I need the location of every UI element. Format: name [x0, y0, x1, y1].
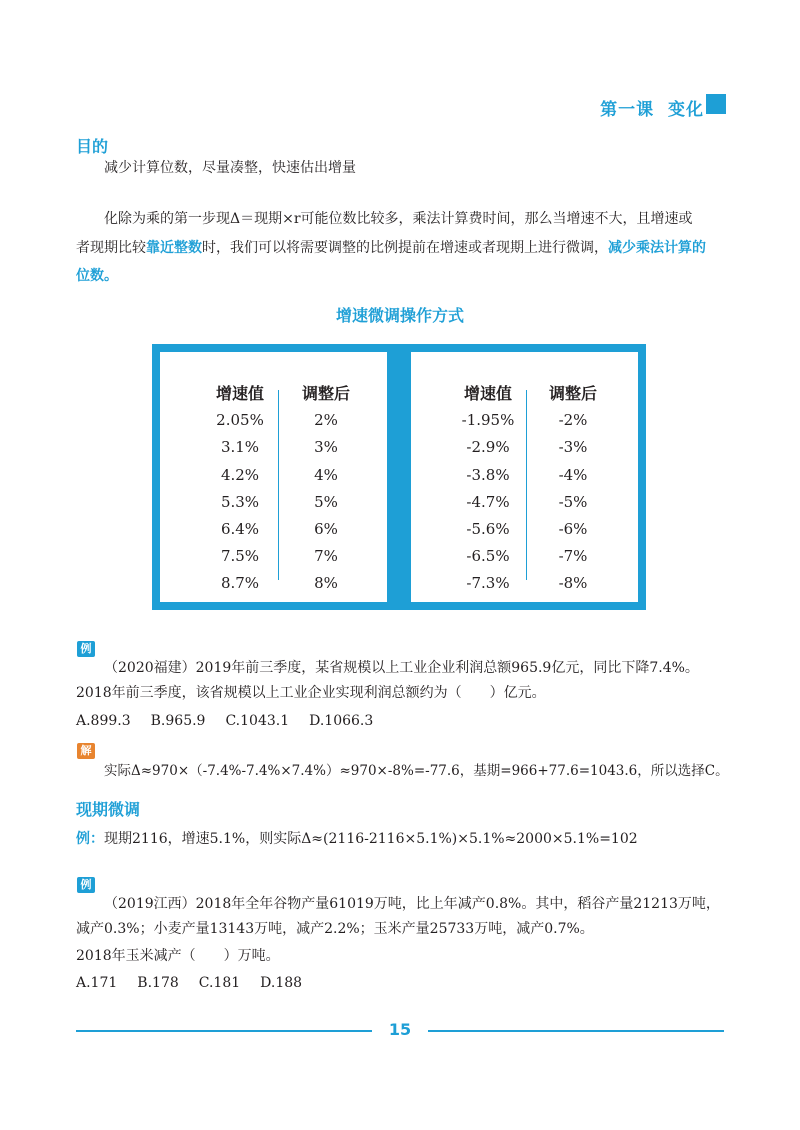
purpose-text: 减少计算位数，尽量凑整，快速估出增量 [104, 160, 356, 176]
table-cell: -4.7% [466, 492, 510, 511]
table-cell: 6% [314, 520, 338, 539]
table-cell: 3.1% [220, 438, 260, 457]
right-divider [526, 390, 527, 580]
section2-example-text: 现期2116，增速5.1%，则实际Δ≈(2116-2116×5.1%)×5.1%≈2000×5.1%=102 [104, 831, 638, 847]
option-b: B.965.9 [150, 713, 206, 729]
table-cell: 4.2% [220, 465, 260, 484]
right-col-adjusted [533, 380, 613, 598]
example-badge: 例 [77, 641, 95, 657]
page-number: 15 [388, 1020, 412, 1039]
option-d: D.188 [260, 975, 303, 991]
right-col-growth [445, 380, 531, 598]
solution1-text: 实际Δ≈970×（-7.4%-7.4%×7.4%）≈970×-8%=-77.6，基期=966+77.6=1043.6，所以选择C。 [104, 763, 729, 779]
table-cell: 5% [314, 492, 338, 511]
table-panel-right [411, 352, 638, 602]
intro-line-2 [76, 234, 726, 263]
left-header-adjusted: 调整后 [301, 384, 350, 403]
option-a: A.899.3 [76, 713, 131, 729]
example-badge: 例 [77, 877, 95, 893]
table-cell: -6.5% [466, 547, 510, 566]
table-cell: -4% [558, 465, 588, 484]
table-cell: 7% [314, 547, 338, 566]
right-header-adjusted: 调整后 [548, 384, 597, 403]
option-c: C.1043.1 [225, 713, 290, 729]
table-cell: -8% [558, 574, 588, 593]
table-cell: -7.3% [466, 574, 510, 593]
option-b: B.178 [137, 975, 179, 991]
example1-line-1: （2020福建）2019年前三季度，某省规模以上工业企业利润总额965.9亿元，同比下降7.4%。 [104, 660, 699, 676]
left-col-growth [200, 380, 280, 598]
solution-badge: 解 [77, 743, 95, 759]
left-divider [278, 390, 279, 580]
example1-line-2: 2018年前三季度，该省规模以上工业企业实现利润总额约为（ ）亿元。 [76, 685, 546, 701]
adjust-table [152, 344, 646, 610]
table-cell: -2% [558, 411, 588, 430]
header-square-icon [706, 94, 726, 114]
table-cell: -6% [558, 520, 588, 539]
table-panel-left [160, 352, 387, 602]
chapter-title: 第一课 变化 [600, 100, 704, 120]
intro-line-2c: 时，我们可以将需要调整的比例提前在增速或者现期上进行微调， [202, 240, 608, 256]
example1-options [76, 707, 393, 736]
right-header-growth: 增速值 [463, 384, 512, 403]
table-cell: 8.7% [220, 574, 260, 593]
intro-highlight-2: 减少乘法计算的 [608, 240, 706, 256]
table-cell: 8% [314, 574, 338, 593]
table-cell: -3% [558, 438, 588, 457]
table-cell: 2.05% [216, 411, 264, 430]
table-cell: -3.8% [466, 465, 510, 484]
intro-line-1: 化除为乘的第一步现Δ＝现期×r可能位数比较多，乘法计算费时间，那么当增速不大，且增速或 [104, 211, 693, 227]
option-d: D.1066.3 [309, 713, 374, 729]
table-cell: -2.9% [466, 438, 510, 457]
option-c: C.181 [198, 975, 241, 991]
intro-line-3: 位数。 [76, 268, 118, 284]
example2-line-3: 2018年玉米减产（ ）万吨。 [76, 948, 280, 964]
example2-line-1: （2019江西）2018年全年谷物产量61019万吨，比上年减产0.8%。其中，稻谷产量21213万吨， [104, 896, 720, 912]
section2-example [76, 825, 638, 854]
table-title: 增速微调操作方式 [335, 306, 464, 325]
table-cell: -7% [558, 547, 588, 566]
table-cell: 4% [314, 465, 338, 484]
table-cell: 7.5% [220, 547, 260, 566]
table-cell: 6.4% [220, 520, 260, 539]
table-cell: -5% [558, 492, 588, 511]
example2-options [76, 969, 322, 998]
left-header-growth: 增速值 [215, 384, 264, 403]
intro-highlight-1: 靠近整数 [146, 240, 202, 256]
table-cell: 2% [314, 411, 338, 430]
table-cell: -5.6% [466, 520, 510, 539]
purpose-heading: 目的 [76, 137, 109, 156]
intro-line-2a: 者现期比较 [76, 240, 146, 256]
left-col-adjusted [286, 380, 366, 598]
example2-line-2: 减产0.3%；小麦产量13143万吨，减产2.2%；玉米产量25733万吨，减产0.7%。 [76, 921, 594, 937]
section2-example-label: 例： [76, 831, 104, 847]
option-a: A.171 [76, 975, 118, 991]
table-cell: -1.95% [461, 411, 515, 430]
table-cell: 5.3% [220, 492, 260, 511]
table-cell: 3% [314, 438, 338, 457]
section2-heading: 现期微调 [76, 800, 141, 819]
